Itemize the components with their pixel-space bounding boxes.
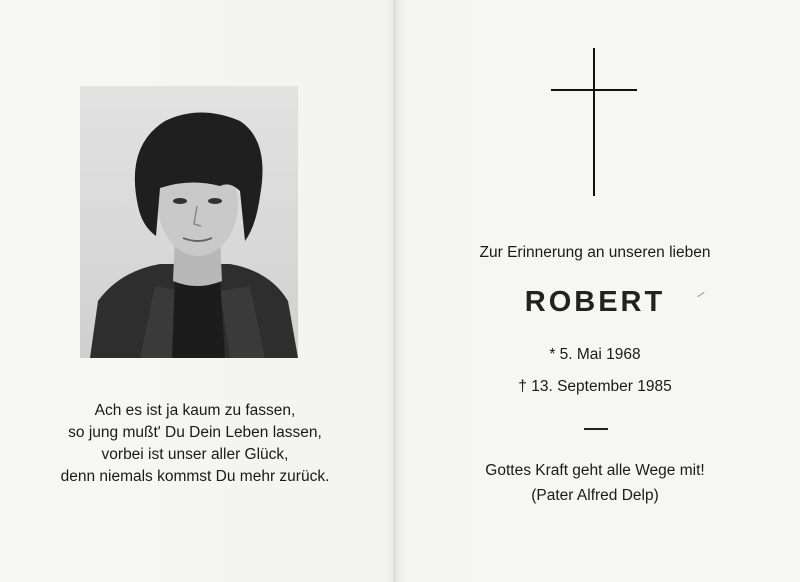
portrait-photo [80,86,298,358]
card-fold [393,0,396,582]
poem [30,400,360,488]
latin-cross-icon [551,48,637,198]
poem-line: so jung mußt' Du Dein Leben lassen, [68,424,322,441]
quote-author: (Pater Alfred Delp) [531,487,659,504]
quote-text: Gottes Kraft geht alle Wege mit! [485,462,705,479]
poem-line: denn niemals kommst Du mehr zurück. [60,468,330,485]
poem-line: vorbei ist unser aller Glück, [101,446,289,463]
memorial-intro: Zur Erinnerung an unseren lieben [479,244,711,261]
separator-dash [584,428,608,430]
birth-date: * 5. Mai 1968 [549,346,641,363]
poem-line: Ach es ist ja kaum zu fassen, [94,402,296,419]
death-date: † 13. September 1985 [518,378,672,395]
deceased-name: ROBERT [524,286,666,318]
